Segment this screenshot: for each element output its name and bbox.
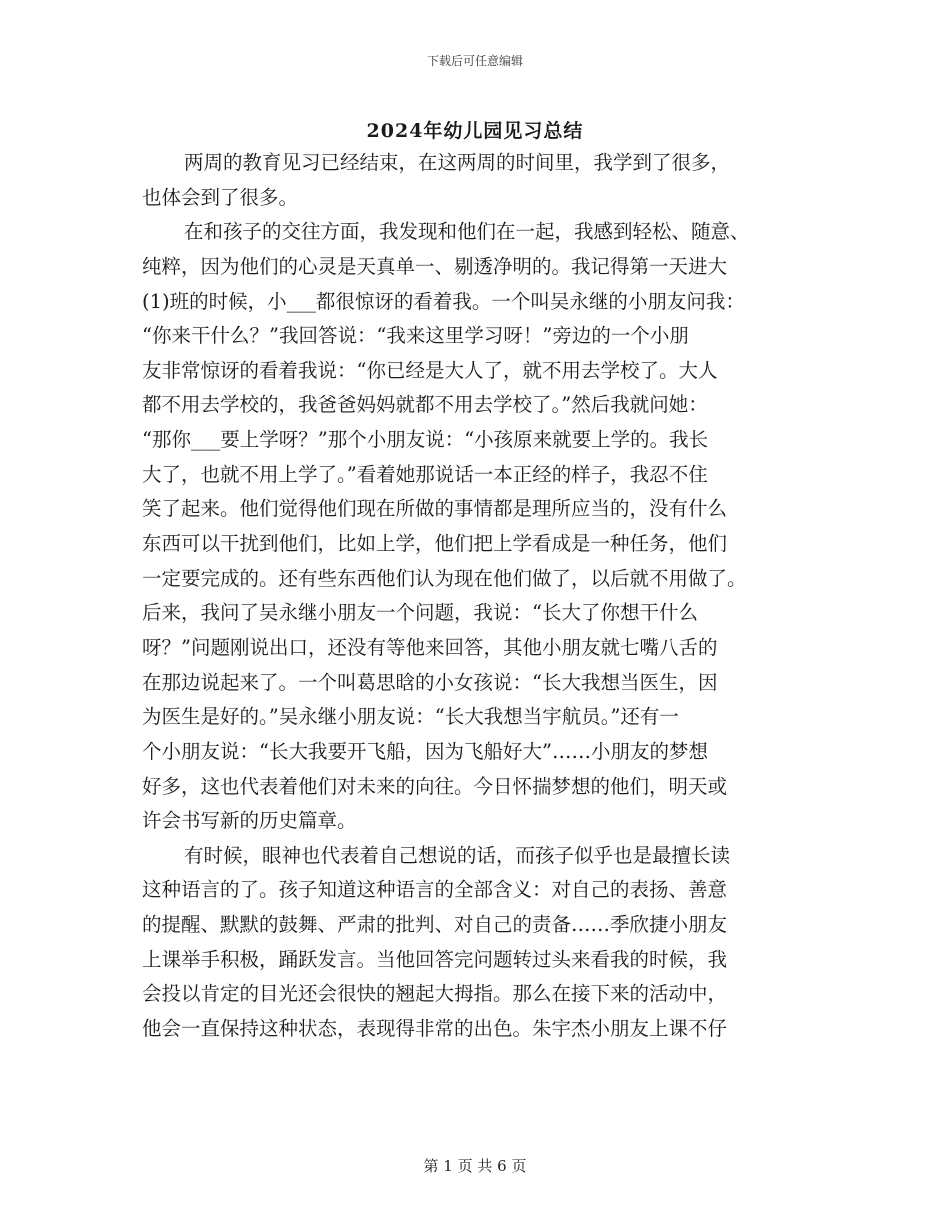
body-line: 后来，我问了吴永继小朋友一个问题，我说：“长大了你想干什么 bbox=[142, 601, 698, 625]
body-line: 纯粹，因为他们的心灵是天真单一、剔透净明的。我记得第一天进大 bbox=[142, 254, 728, 278]
body-line: 在和孩子的交往方面，我发现和他们在一起，我感到轻松、随意、 bbox=[184, 220, 750, 244]
document-title: 2024年幼儿园见习总结 bbox=[366, 120, 584, 142]
body-line: 上课举手积极，踊跃发言。当他回答完问题转过头来看我的时候，我 bbox=[142, 947, 728, 971]
page-footer-indicator: 第 1 页 共 6 页 bbox=[423, 1157, 527, 1175]
body-line: 也体会到了很多。 bbox=[142, 185, 299, 209]
page-header-note: 下载后可任意编辑 bbox=[426, 54, 523, 68]
body-line: 的提醒、默默的鼓舞、严肃的批判、对自己的责备……季欣捷小朋友 bbox=[142, 913, 728, 937]
body-line: “那你___要上学呀？”那个小朋友说：“小孩原来就要上学的。我长 bbox=[142, 428, 709, 452]
body-line: 在那边说起来了。一个叫葛思晗的小女孩说：“长大我想当医生，因 bbox=[142, 670, 718, 694]
body-line: 有时候，眼神也代表着自己想说的话，而孩子似乎也是最擅长读 bbox=[184, 843, 731, 867]
body-line: “你来干什么？”我回答说：“我来这里学习呀！”旁边的一个小朋 bbox=[142, 324, 689, 348]
body-line: 一定要完成的。还有些东西他们认为现在他们做了，以后就不用做了。 bbox=[142, 566, 747, 590]
body-line: (1)班的时候，小___都很惊讶的看着我。一个叫吴永继的小朋友问我： bbox=[142, 289, 745, 313]
body-line: 呀？”问题刚说出口，还没有等他来回答，其他小朋友就七嘴八舌的 bbox=[142, 635, 718, 659]
body-line: 好多，这也代表着他们对未来的向往。今日怀揣梦想的他们，明天或 bbox=[142, 774, 728, 798]
body-line: 笑了起来。他们觉得他们现在所做的事情都是理所应当的，没有什么 bbox=[142, 497, 728, 521]
body-line: 为医生是好的。”吴永继小朋友说：“长大我想当宇航员。”还有一 bbox=[142, 705, 679, 729]
body-line: 都不用去学校的，我爸爸妈妈就都不用去学校了。”然后我就问她： bbox=[142, 393, 708, 417]
body-line: 会投以肯定的目光还会很快的翘起大拇指。那么在接下来的活动中， bbox=[142, 982, 728, 1006]
body-line: 友非常惊讶的看着我说：“你已经是大人了，就不用去学校了。大人 bbox=[142, 358, 718, 382]
body-line: 他会一直保持这种状态，表现得非常的出色。朱宇杰小朋友上课不仔 bbox=[142, 1017, 728, 1041]
body-line: 这种语言的了。孩子知道这种语言的全部含义：对自己的表扬、善意 bbox=[142, 878, 728, 902]
body-line: 两周的教育见习已经结束，在这两周的时间里，我学到了很多， bbox=[184, 151, 731, 174]
document-body bbox=[142, 146, 810, 1047]
body-line: 大了，也就不用上学了。”看着她那说话一本正经的样子，我忍不住 bbox=[142, 462, 708, 486]
body-line: 许会书写新的历史篇章。 bbox=[142, 809, 357, 833]
body-line: 东西可以干扰到他们，比如上学，他们把上学看成是一种任务，他们 bbox=[142, 532, 728, 556]
body-line: 个小朋友说：“长大我要开飞船，因为飞船好大”……小朋友的梦想 bbox=[142, 739, 708, 763]
